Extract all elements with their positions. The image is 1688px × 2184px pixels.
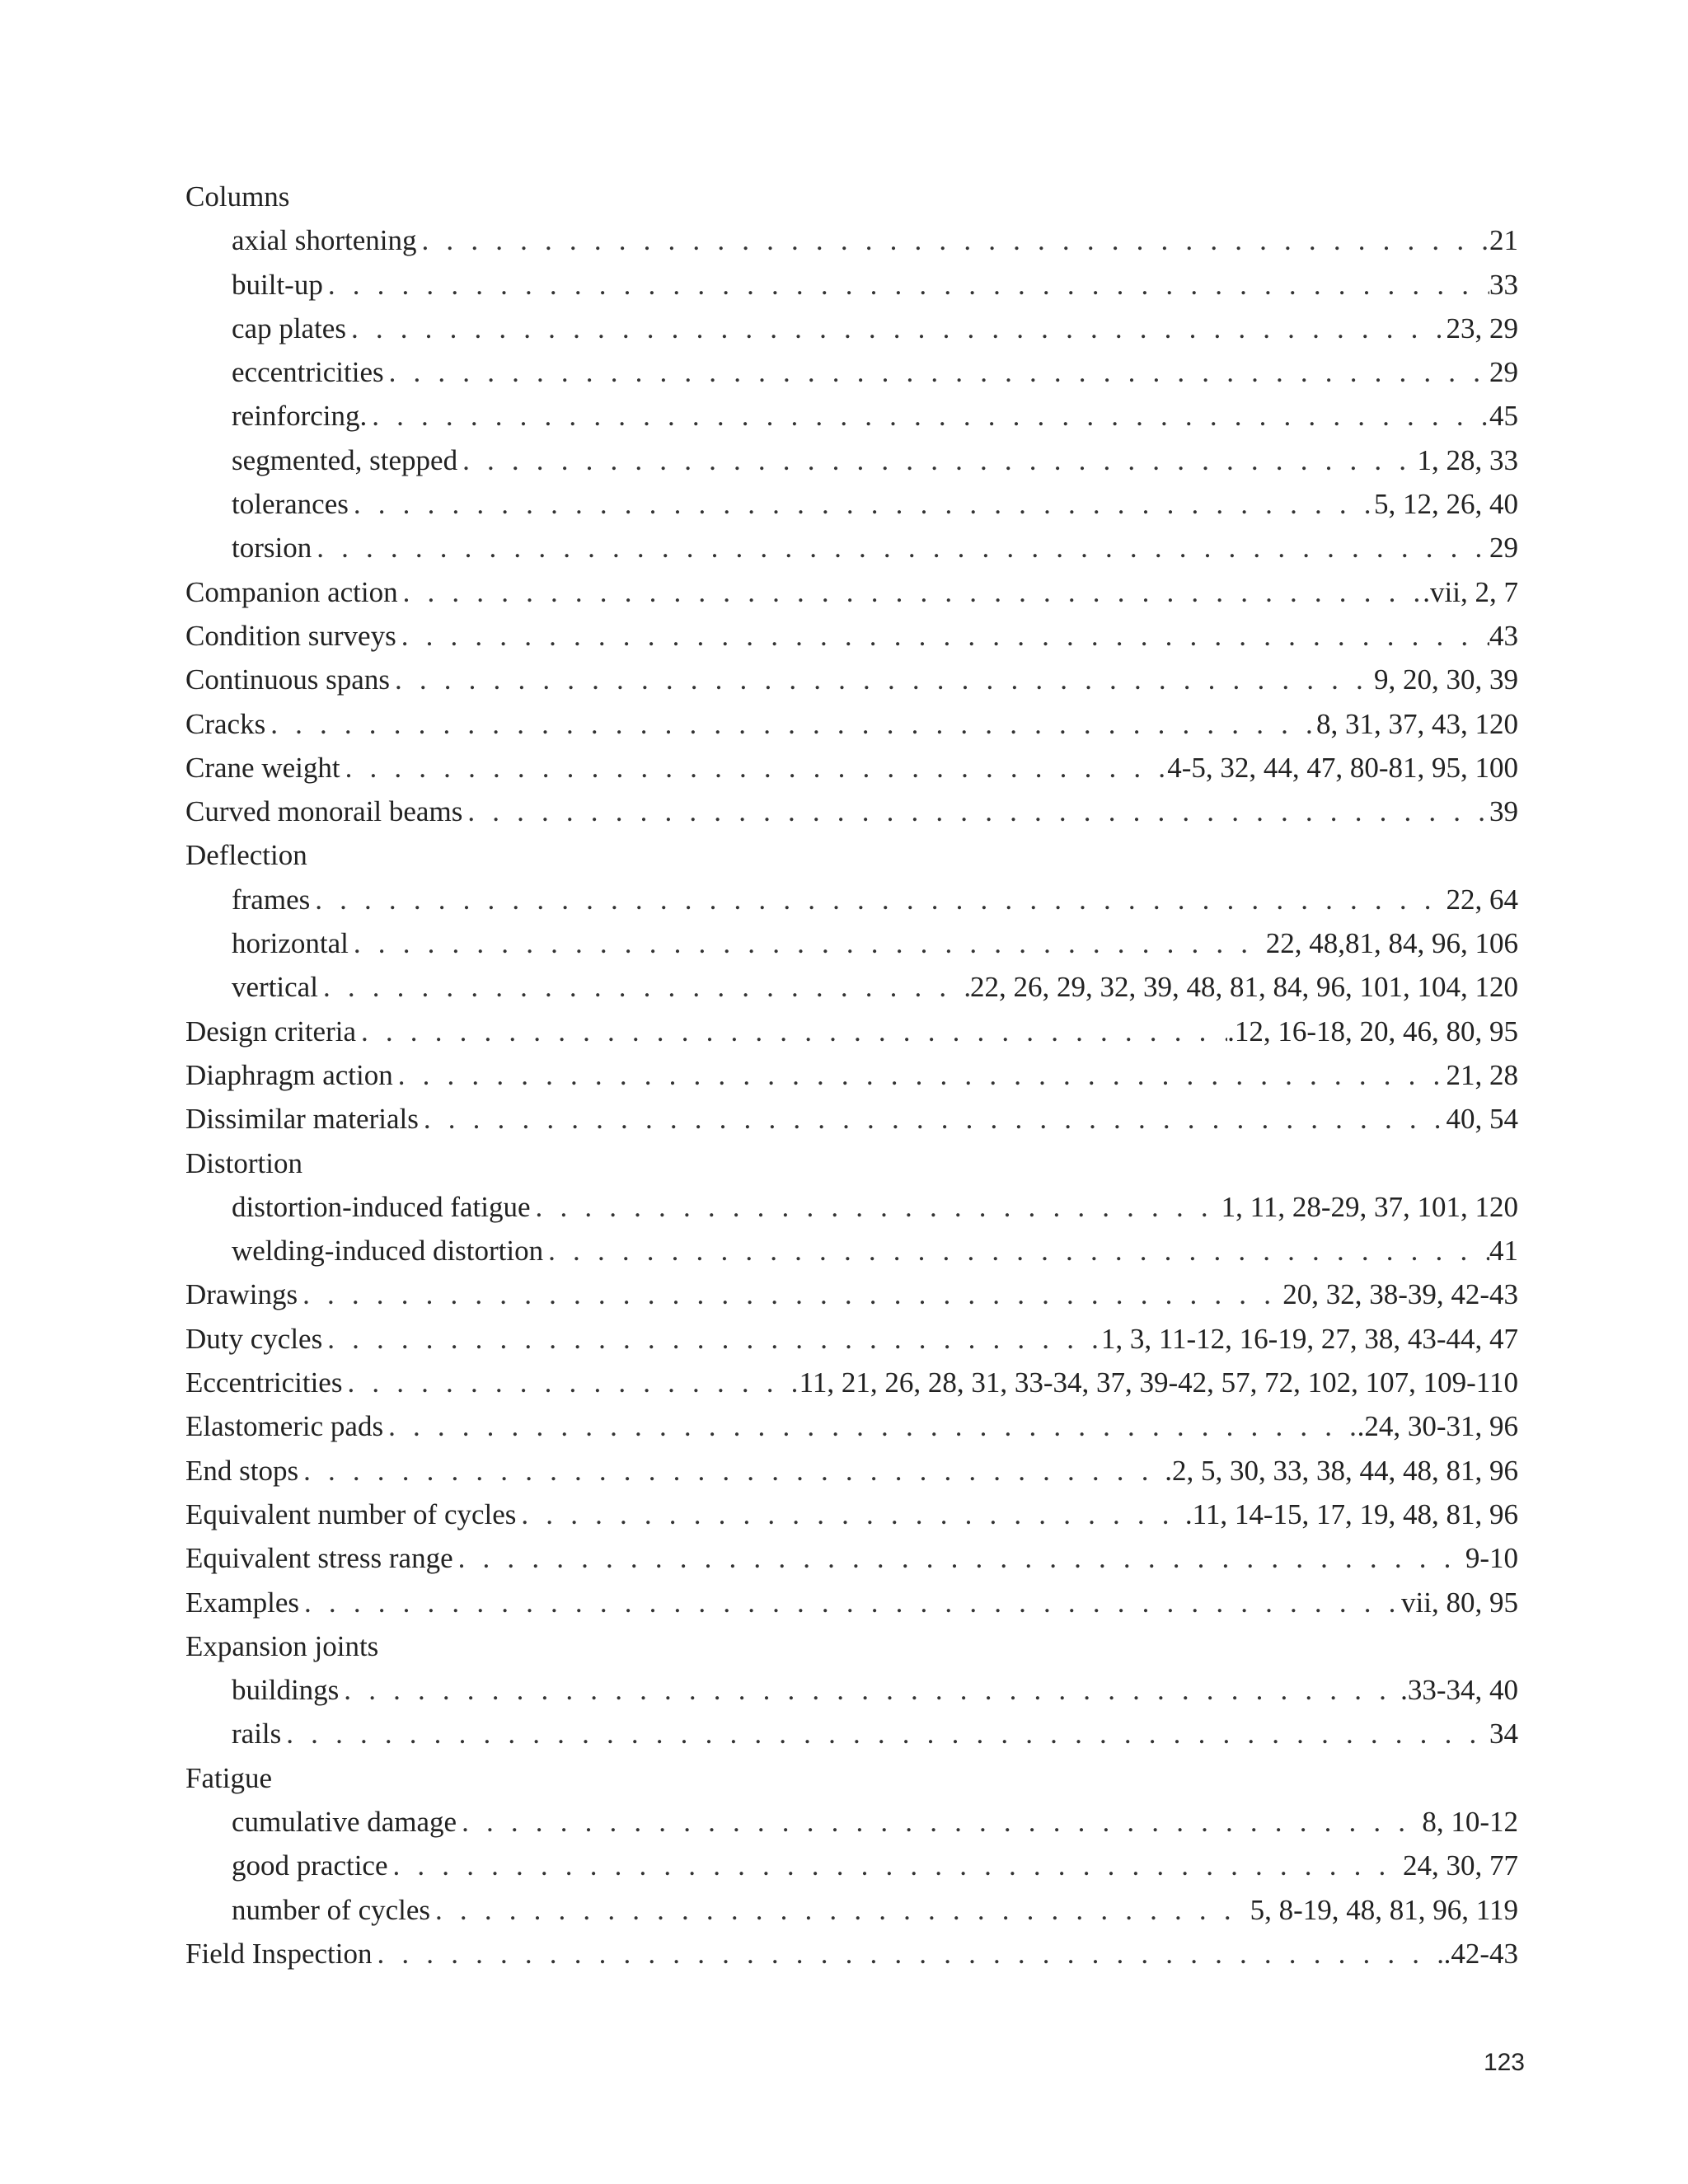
dot-leader: [543, 1229, 1489, 1272]
dot-leader: [349, 921, 1266, 965]
index-page-refs: 22, 64: [1446, 883, 1518, 916]
dot-leader: [340, 746, 1168, 790]
index-page-refs: 40, 54: [1446, 1103, 1518, 1136]
index-subentry: [185, 526, 1518, 569]
index-subentry: [185, 878, 1518, 921]
index-page-refs: 33: [1489, 268, 1518, 301]
index-term: Companion action: [185, 575, 398, 608]
dot-leader: [318, 965, 970, 1009]
dot-leader: [462, 790, 1489, 833]
index-page-refs: .42-43: [1443, 1937, 1518, 1970]
index-term: Eccentricities: [185, 1366, 343, 1399]
dot-leader: [298, 1449, 1165, 1493]
dot-leader: [356, 1010, 1227, 1053]
index-page-refs: 22, 48,81, 84, 96, 106: [1265, 927, 1518, 960]
dot-leader: [298, 1272, 1282, 1316]
index-entry: [185, 1141, 1518, 1185]
index-entry: [185, 1404, 1518, 1448]
index-page-refs: 9-10: [1465, 1542, 1518, 1575]
page-number: 123: [1483, 2049, 1525, 2076]
index-term: Distortion: [185, 1146, 302, 1179]
index-entry: [185, 702, 1518, 746]
index-entry: [185, 833, 1518, 877]
index-subentry: [185, 482, 1518, 526]
index-list: [185, 175, 1518, 1975]
index-page-refs: 1, 11, 28-29, 37, 101, 120: [1221, 1190, 1518, 1223]
index-term: built-up: [232, 268, 323, 301]
dot-leader: [393, 1053, 1447, 1097]
index-term: frames: [232, 883, 311, 916]
index-term: cumulative damage: [232, 1805, 457, 1838]
index-entry: [185, 1317, 1518, 1361]
index-term: Field Inspection: [185, 1937, 373, 1970]
index-term: Dissimilar materials: [185, 1103, 419, 1136]
index-term: Expansion joints: [185, 1629, 379, 1662]
index-page-refs: 5, 8-19, 48, 81, 96, 119: [1250, 1893, 1518, 1926]
index-term: eccentricities: [232, 356, 384, 389]
index-page-refs: .2, 5, 30, 33, 38, 44, 48, 81, 96: [1165, 1454, 1518, 1487]
index-subentry: [185, 1888, 1518, 1932]
index-term: Drawings: [185, 1278, 298, 1311]
dot-leader: [310, 878, 1446, 921]
index-subentry: [185, 350, 1518, 394]
dot-leader: [322, 1317, 1101, 1361]
index-page-refs: 20, 32, 38-39, 42-43: [1282, 1278, 1518, 1311]
index-page-refs: 23, 29: [1446, 312, 1518, 344]
dot-leader: [457, 438, 1417, 482]
index-entry: [185, 175, 1518, 218]
index-page-refs: 1, 28, 33: [1417, 443, 1518, 476]
index-page-refs: 9, 20, 30, 39: [1374, 663, 1518, 696]
index-entry: [185, 614, 1518, 658]
index-subentry: [185, 1668, 1518, 1712]
dot-leader: [346, 307, 1447, 350]
index-page-refs: .vii, 2, 7: [1423, 575, 1518, 608]
index-page-refs: 5, 12, 26, 40: [1374, 488, 1518, 521]
index-term: distortion-induced fatigue: [232, 1190, 531, 1223]
index-page-refs: 4-5, 32, 44, 47, 80-81, 95, 100: [1167, 751, 1518, 784]
dot-leader: [398, 570, 1423, 614]
dot-leader: [417, 218, 1489, 262]
index-term: Equivalent number of cycles: [185, 1497, 517, 1530]
index-entry: [185, 1272, 1518, 1316]
index-page-refs: 24, 30, 77: [1403, 1849, 1518, 1882]
dot-leader: [349, 482, 1374, 526]
index-term: Examples: [185, 1586, 300, 1619]
index-subentry: [185, 1800, 1518, 1844]
index-term: Elastomeric pads: [185, 1410, 384, 1443]
index-term: horizontal: [232, 927, 349, 960]
dot-leader: [265, 702, 1316, 746]
dot-leader: [312, 526, 1489, 569]
index-subentry: [185, 307, 1518, 350]
index-page-refs: 45: [1489, 400, 1518, 433]
index-subentry: [185, 438, 1518, 482]
index-term: reinforcing.: [232, 400, 368, 433]
index-subentry: [185, 965, 1518, 1009]
dot-leader: [419, 1097, 1447, 1141]
index-subentry: [185, 1712, 1518, 1755]
index-term: buildings: [232, 1674, 340, 1707]
index-term: tolerances: [232, 488, 349, 521]
dot-leader: [373, 1932, 1444, 1975]
index-entry: [185, 790, 1518, 833]
index-subentry: [185, 263, 1518, 307]
index-subentry: [185, 1844, 1518, 1887]
index-page-refs: .11, 14-15, 17, 19, 48, 81, 96: [1184, 1497, 1518, 1530]
index-term: Crane weight: [185, 751, 340, 784]
index-subentry: [185, 921, 1518, 965]
index-page-refs: 21: [1489, 224, 1518, 257]
index-page-refs: vii, 80, 95: [1401, 1586, 1518, 1619]
dot-leader: [384, 350, 1489, 394]
index-page-refs: .12, 16-18, 20, 46, 80, 95: [1227, 1015, 1518, 1047]
index-page-refs: 1, 3, 11-12, 16-19, 27, 38, 43-44, 47: [1100, 1322, 1518, 1355]
index-term: Curved monorail beams: [185, 795, 463, 828]
index-page-refs: 41: [1489, 1235, 1518, 1268]
index-term: Design criteria: [185, 1015, 356, 1047]
dot-leader: [396, 614, 1489, 658]
dot-leader: [367, 394, 1489, 438]
dot-leader: [430, 1888, 1250, 1932]
index-subentry: [185, 1229, 1518, 1272]
index-page-refs: 29: [1489, 356, 1518, 389]
index-page-refs: 29: [1489, 532, 1518, 565]
index-page-refs: .24, 30-31, 96: [1357, 1410, 1518, 1443]
index-entry: [185, 1932, 1518, 1975]
index-term: segmented, stepped: [232, 443, 458, 476]
index-entry: [185, 1361, 1518, 1404]
index-page-refs: .33-34, 40: [1400, 1674, 1518, 1707]
index-term: axial shortening: [232, 224, 417, 257]
index-entry: [185, 1493, 1518, 1536]
index-term: Fatigue: [185, 1761, 272, 1794]
index-entry: [185, 1053, 1518, 1097]
index-entry: [185, 746, 1518, 790]
index-term: Cracks: [185, 707, 266, 740]
index-page-refs: 8, 31, 37, 43, 120: [1316, 707, 1518, 740]
index-entry: [185, 1581, 1518, 1624]
dot-leader: [388, 1844, 1404, 1887]
index-page-refs: 21, 28: [1446, 1058, 1518, 1091]
index-entry: [185, 1756, 1518, 1800]
index-term: Continuous spans: [185, 663, 390, 696]
index-term: Equivalent stress range: [185, 1542, 453, 1575]
index-term: End stops: [185, 1454, 299, 1487]
index-term: Diaphragm action: [185, 1058, 393, 1091]
dot-leader: [516, 1493, 1185, 1536]
dot-leader: [390, 658, 1374, 701]
index-term: good practice: [232, 1849, 388, 1882]
index-term: torsion: [232, 532, 312, 565]
index-page-refs: 8, 10-12: [1422, 1805, 1518, 1838]
index-entry: [185, 1449, 1518, 1493]
dot-leader: [299, 1581, 1401, 1624]
dot-leader: [453, 1536, 1465, 1580]
index-entry: [185, 1097, 1518, 1141]
index-entry: [185, 658, 1518, 701]
index-subentry: [185, 1185, 1518, 1229]
index-page-refs: 34: [1489, 1718, 1518, 1750]
dot-leader: [281, 1712, 1489, 1755]
dot-leader: [339, 1668, 1400, 1712]
dot-leader: [342, 1361, 799, 1404]
index-subentry: [185, 394, 1518, 438]
dot-leader: [457, 1800, 1422, 1844]
index-term: Duty cycles: [185, 1322, 323, 1355]
index-entry: [185, 1536, 1518, 1580]
index-subentry: [185, 218, 1518, 262]
index-term: cap plates: [232, 312, 346, 344]
index-term: number of cycles: [232, 1893, 431, 1926]
dot-leader: [531, 1185, 1221, 1229]
index-term: rails: [232, 1718, 282, 1750]
index-entry: [185, 570, 1518, 614]
index-page-refs: 39: [1489, 795, 1518, 828]
index-term: Deflection: [185, 839, 307, 872]
index-page-refs: 43: [1489, 619, 1518, 652]
index-term: Columns: [185, 180, 290, 213]
index-term: Condition surveys: [185, 619, 396, 652]
index-page-refs: 11, 21, 26, 28, 31, 33-34, 37, 39-42, 57, 72, 102, 107, 109-110: [799, 1366, 1518, 1399]
dot-leader: [383, 1404, 1357, 1448]
index-term: vertical: [232, 971, 318, 1004]
dot-leader: [323, 263, 1489, 307]
index-entry: [185, 1010, 1518, 1053]
index-entry: [185, 1624, 1518, 1668]
index-term: welding-induced distortion: [232, 1235, 544, 1268]
index-page-refs: 22, 26, 29, 32, 39, 48, 81, 84, 96, 101, 104, 120: [970, 971, 1518, 1004]
